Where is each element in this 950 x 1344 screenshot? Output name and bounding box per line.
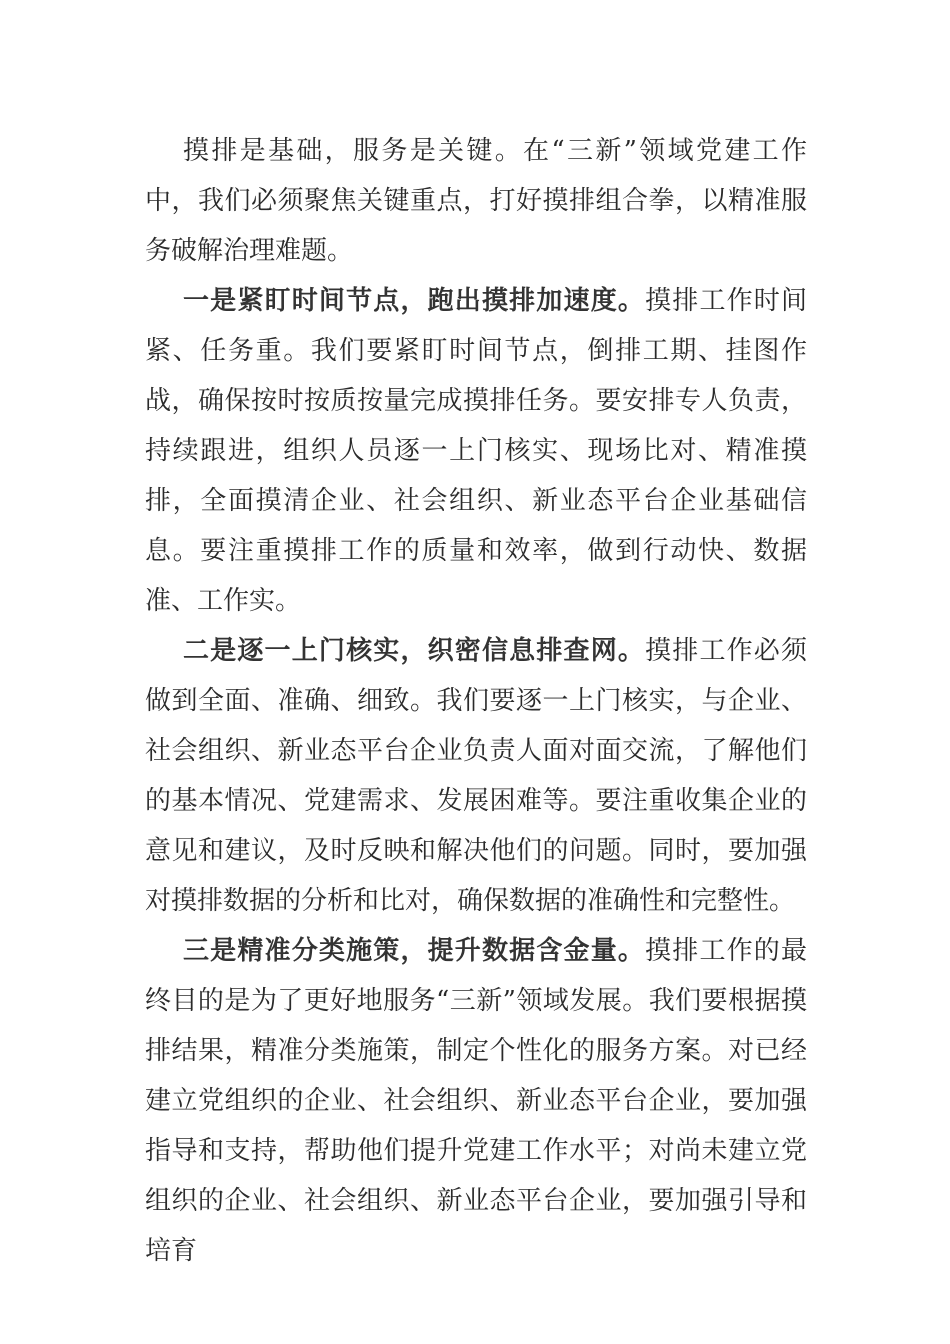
document-page: [145, 126, 807, 1276]
paragraph-lead: 二是逐一上门核实，织密信息排查网。: [183, 636, 646, 666]
paragraph-point-1: [145, 276, 807, 626]
paragraph-lead: 一是紧盯时间节点，跑出摸排加速度。: [183, 286, 646, 316]
paragraph-body: 摸排工作的最终目的是为了更好地服务“三新”领域发展。我们要根据摸排结果，精准分类施策，制定个性化的服务方案。对已经建立党组织的企业、社会组织、新业态平台企业，要加强指导和支持，帮助他们提升党建工作水平；对尚未建立党组织的企业、社会组织、新业态平台企业，要加强引导和培育: [145, 936, 807, 1266]
paragraph-intro: [145, 126, 807, 276]
paragraph-body: 摸排工作时间紧、任务重。我们要紧盯时间节点，倒排工期、挂图作战，确保按时按质按量完成摸排任务。要安排专人负责，持续跟进，组织人员逐一上门核实、现场比对、精准摸排，全面摸清企业、社会组织、新业态平台企业基础信息。要注重摸排工作的质量和效率，做到行动快、数据准、工作实。: [145, 286, 807, 616]
paragraph-point-3: [145, 926, 807, 1276]
paragraph-body: 摸排是基础，服务是关键。在“三新”领域党建工作中，我们必须聚焦关键重点，打好摸排组合拳，以精准服务破解治理难题。: [145, 136, 807, 266]
paragraph-point-2: [145, 626, 807, 926]
paragraph-body: 摸排工作必须做到全面、准确、细致。我们要逐一上门核实，与企业、社会组织、新业态平台企业负责人面对面交流，了解他们的基本情况、党建需求、发展困难等。要注重收集企业的意见和建议，及时反映和解决他们的问题。同时，要加强对摸排数据的分析和比对，确保数据的准确性和完整性。: [145, 636, 807, 916]
paragraph-lead: 三是精准分类施策，提升数据含金量。: [183, 936, 646, 966]
